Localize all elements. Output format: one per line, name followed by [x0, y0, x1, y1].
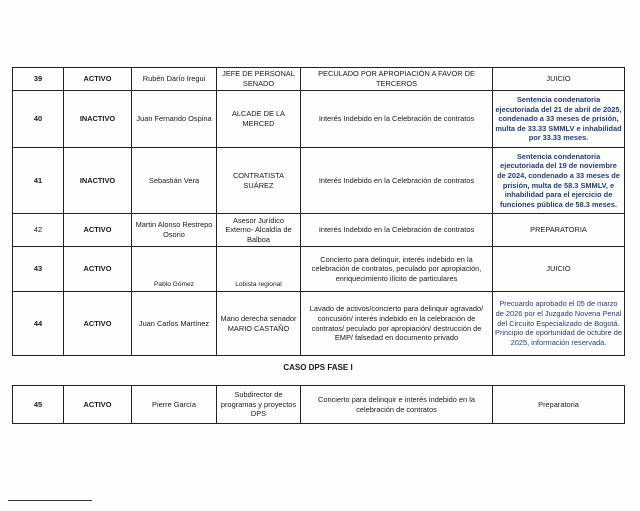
case-status: ACTIVO [64, 247, 132, 292]
crime-description: Concierto para delinquir e interés indebido en la celebración de contratos [301, 386, 493, 424]
person-name: Rubén Darío Iregui [132, 68, 217, 91]
person-role: Mano derecha senador MARIO CASTAÑO [217, 292, 301, 356]
crime-description: Lavado de activos/concierto para delinquir agravado/ concusión/ interés indebido en la celebración de contratos/ peculado por apropiación/ destrucción de EMP/ falsedad en documento privado [301, 292, 493, 356]
crime-description: Interés Indebido en la Celebración de contratos [301, 214, 493, 247]
case-number: 42 [13, 214, 64, 247]
person-name: Pablo Gómez [132, 247, 217, 292]
person-name: Martin Alonso Restrepo Osorio [132, 214, 217, 247]
case-number: 44 [13, 292, 64, 356]
procedural-stage: JUICIO [493, 68, 625, 91]
procedural-stage: Preparatoria [493, 386, 625, 424]
case-status: INACTIVO [64, 91, 132, 148]
person-name: Sebastián Vera [132, 148, 217, 214]
case-number: 45 [13, 386, 64, 424]
procedural-stage: JUICIO [493, 247, 625, 292]
case-number: 43 [13, 247, 64, 292]
table-row [13, 91, 625, 148]
person-role: JEFE DE PERSONAL SENADO [217, 68, 301, 91]
crime-description: Interés Indebido en la Celebración de contratos [301, 148, 493, 214]
case-number: 40 [13, 91, 64, 148]
case-status: INACTIVO [64, 148, 132, 214]
cases-table [12, 67, 625, 356]
person-name: Juan Carlos Martínez [132, 292, 217, 356]
table-row [13, 247, 625, 292]
crime-description: Concierto para delinquir, interés indebido en la celebración de contratos, peculado por apropiación, enriquecimiento ilícito de particulares [301, 247, 493, 292]
section-title: CASO DPS FASE I [283, 363, 353, 372]
person-role: ALCADE DE LA MERCED [217, 91, 301, 148]
person-role: Lobista regional [217, 247, 301, 292]
case-status: ACTIVO [64, 386, 132, 424]
table-row [13, 68, 625, 91]
dps-cases-table [12, 385, 625, 424]
person-role: Subdirector de programas y proyectos DPS [217, 386, 301, 424]
person-role: Asesor Jurídico Externo- Alcaldía de Balboa [217, 214, 301, 247]
table-row [13, 292, 625, 356]
table-row [13, 148, 625, 214]
person-name: Juan Fernando Ospina [132, 91, 217, 148]
person-role: CONTRATISTA SUÁREZ [217, 148, 301, 214]
table-row [13, 214, 625, 247]
case-number: 41 [13, 148, 64, 214]
procedural-stage: Precuardo aprobado el 05 de marzo de 2026 por el Juzgado Novena Penal del Circuito Especializado de Bogotá. Principio de oportunidad de octubre de 2025, información reservada. [493, 292, 625, 356]
person-name: Pierre García [132, 386, 217, 424]
footnote-divider [8, 500, 92, 501]
case-status: ACTIVO [64, 292, 132, 356]
procedural-stage: Sentencia condenatoria ejecutoriada del 19 de noviembre de 2024, condenado a 33 meses de prisión, multa de 58.3 SMMLV, e inhabilidad para el ejercicio de funciones pública de 58.3 meses. [493, 148, 625, 214]
procedural-stage: PREPARATORIA [493, 214, 625, 247]
case-status: ACTIVO [64, 68, 132, 91]
crime-description: Interés Indebido en la Celebración de contratos [301, 91, 493, 148]
procedural-stage: Sentencia condenatoria ejecutoriada del 21 de abril de 2025, condenado a 33 meses de prisión, multa de 33.33 SMMLV e inhabilidad por 33.33 meses. [493, 91, 625, 148]
table-row [13, 386, 625, 424]
case-number: 39 [13, 68, 64, 91]
crime-description: PECULADO POR APROPIACIÓN A FAVOR DE TERCEROS [301, 68, 493, 91]
case-status: ACTIVO [64, 214, 132, 247]
